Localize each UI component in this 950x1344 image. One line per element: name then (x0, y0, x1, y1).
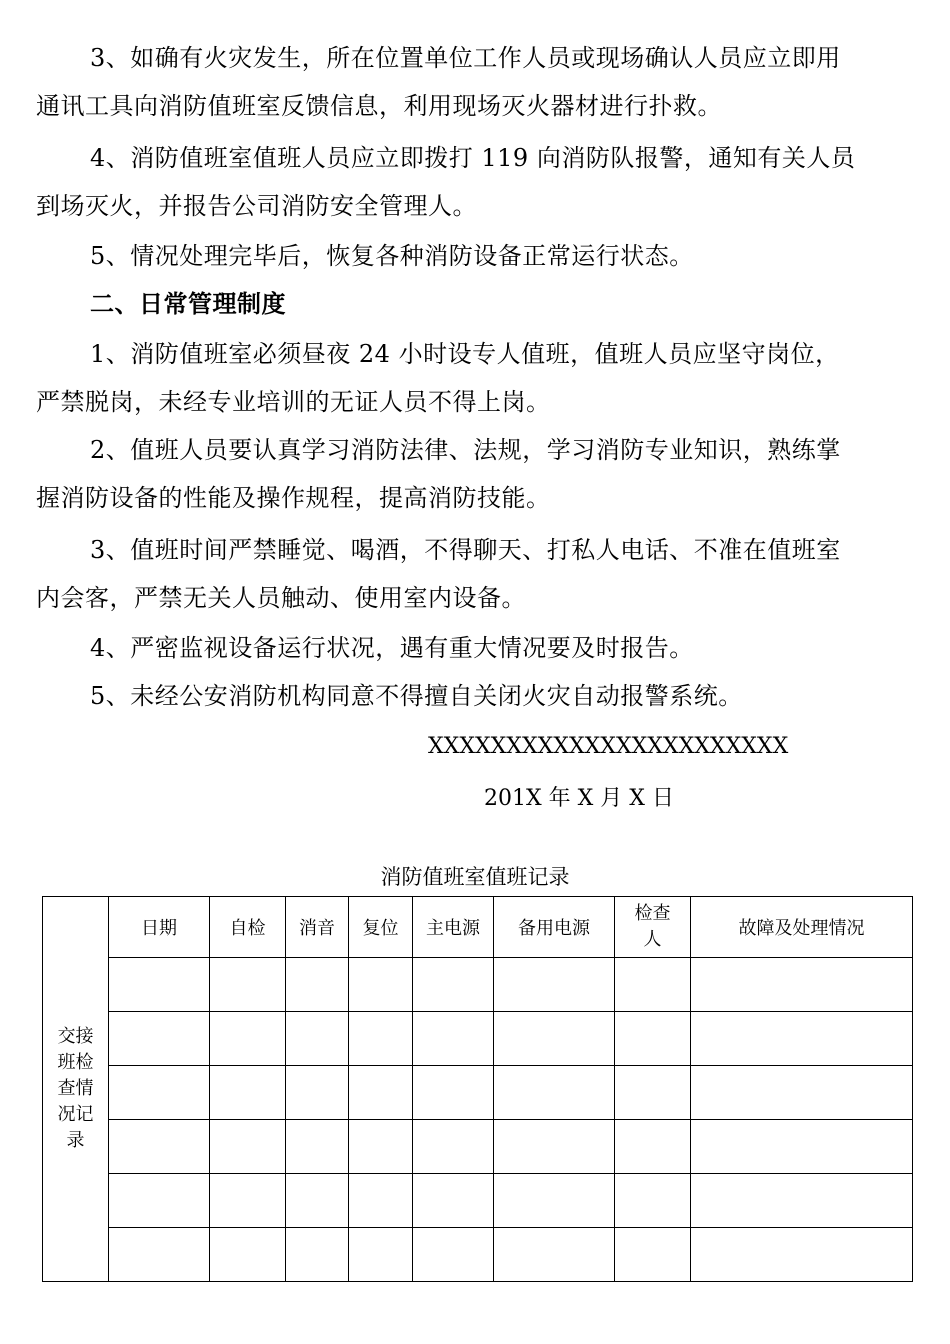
header-backup-power: 备用电源 (494, 897, 615, 958)
table-cell[interactable] (109, 1066, 210, 1120)
paragraph-4-line-1: 4、消防值班室值班人员应立即拨打 119 向消防队报警，通知有关人员 (90, 144, 856, 172)
header-main-power: 主电源 (413, 897, 494, 958)
section-heading-daily-management: 二、日常管理制度 (90, 290, 286, 318)
table-cell[interactable] (286, 958, 349, 1012)
table-cell[interactable] (109, 1012, 210, 1066)
table-cell[interactable] (413, 1228, 494, 1282)
side-label-cell (43, 897, 109, 1282)
rule-2-line-1: 2、值班人员要认真学习消防法律、法规，学习消防专业知识，熟练掌 (90, 436, 841, 464)
table-cell[interactable] (615, 958, 691, 1012)
table-cell[interactable] (109, 1228, 210, 1282)
rule-2-line-2: 握消防设备的性能及操作规程，提高消防技能。 (36, 484, 551, 512)
paragraph-4-line-2: 到场灭火，并报告公司消防安全管理人。 (36, 192, 477, 220)
table-cell[interactable] (494, 1066, 615, 1120)
table-cell[interactable] (109, 958, 210, 1012)
side-label: 交接班检查情况记录 (57, 1026, 94, 1151)
table-cell[interactable] (615, 1066, 691, 1120)
table-cell[interactable] (286, 1228, 349, 1282)
table-cell[interactable] (210, 1012, 286, 1066)
header-date: 日期 (109, 897, 210, 958)
table-row (43, 958, 913, 1012)
table-row (43, 1228, 913, 1282)
table-cell[interactable] (109, 1174, 210, 1228)
table-cell[interactable] (286, 1066, 349, 1120)
table-cell[interactable] (349, 1066, 413, 1120)
table-cell[interactable] (210, 1120, 286, 1174)
table-cell[interactable] (494, 1120, 615, 1174)
table-cell[interactable] (691, 1228, 913, 1282)
table-cell[interactable] (615, 1228, 691, 1282)
table-cell[interactable] (210, 1228, 286, 1282)
header-inspector: 检查人 (634, 903, 671, 950)
paragraph-5: 5、情况处理完毕后，恢复各种消防设备正常运行状态。 (90, 242, 694, 270)
rule-1-line-1: 1、消防值班室必须昼夜 24 小时设专人值班，值班人员应坚守岗位， (90, 340, 840, 368)
rule-3-line-2: 内会客，严禁无关人员触动、使用室内设备。 (36, 584, 526, 612)
signature-date: 201X 年 X 月 X 日 (484, 786, 674, 811)
table-cell[interactable] (494, 1012, 615, 1066)
table-row (43, 1120, 913, 1174)
table-cell[interactable] (210, 1066, 286, 1120)
table-cell[interactable] (413, 1066, 494, 1120)
paragraph-3-line-1: 3、如确有火灾发生，所在位置单位工作人员或现场确认人员应立即用 (90, 44, 841, 72)
table-cell[interactable] (413, 1120, 494, 1174)
table-cell[interactable] (615, 1174, 691, 1228)
paragraph-3-line-2: 通讯工具向消防值班室反馈信息，利用现场灭火器材进行扑救。 (36, 92, 722, 120)
table-cell[interactable] (210, 958, 286, 1012)
table-cell[interactable] (691, 1066, 913, 1120)
table-cell[interactable] (494, 958, 615, 1012)
header-silence: 消音 (286, 897, 349, 958)
rule-4: 4、严密监视设备运行状况，遇有重大情况要及时报告。 (90, 634, 694, 662)
table-row (43, 1066, 913, 1120)
table-row (43, 1012, 913, 1066)
table-cell[interactable] (349, 1174, 413, 1228)
table-row (43, 1174, 913, 1228)
rule-1-line-2: 严禁脱岗，未经专业培训的无证人员不得上岗。 (36, 388, 551, 416)
table-cell[interactable] (615, 1012, 691, 1066)
table-cell[interactable] (413, 1174, 494, 1228)
table-cell[interactable] (286, 1174, 349, 1228)
table-cell[interactable] (210, 1174, 286, 1228)
table-cell[interactable] (615, 1120, 691, 1174)
table-cell[interactable] (109, 1120, 210, 1174)
table-cell[interactable] (349, 1228, 413, 1282)
header-inspector-cell (615, 897, 691, 958)
table-header-row (43, 897, 913, 958)
table-title: 消防值班室值班记录 (380, 865, 570, 889)
table-cell[interactable] (413, 1012, 494, 1066)
table-cell[interactable] (691, 1174, 913, 1228)
table-cell[interactable] (286, 1120, 349, 1174)
table-cell[interactable] (691, 1012, 913, 1066)
table-cell[interactable] (413, 958, 494, 1012)
header-reset: 复位 (349, 897, 413, 958)
rule-3-line-1: 3、值班时间严禁睡觉、喝酒，不得聊天、打私人电话、不准在值班室 (90, 536, 841, 564)
table-cell[interactable] (691, 958, 913, 1012)
table-cell[interactable] (349, 1012, 413, 1066)
signature-org: XXXXXXXXXXXXXXXXXXXXXXX (428, 734, 789, 759)
header-self-check: 自检 (210, 897, 286, 958)
rule-5: 5、未经公安消防机构同意不得擅自关闭火灾自动报警系统。 (90, 682, 743, 710)
duty-record-table (42, 896, 913, 1282)
table-cell[interactable] (494, 1174, 615, 1228)
table-cell[interactable] (349, 958, 413, 1012)
table-cell[interactable] (349, 1120, 413, 1174)
table-cell[interactable] (286, 1012, 349, 1066)
table-cell[interactable] (691, 1120, 913, 1174)
table-cell[interactable] (494, 1228, 615, 1282)
header-fault-handling: 故障及处理情况 (691, 897, 913, 958)
